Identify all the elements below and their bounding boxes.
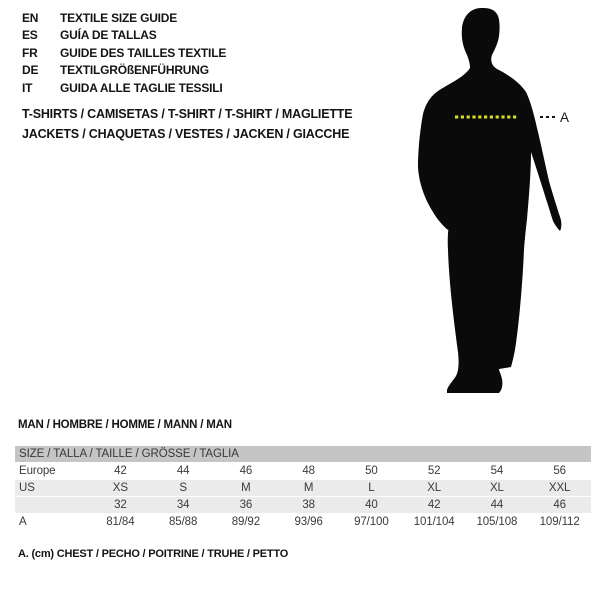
table-cell: 105/108 [476,516,518,528]
table-cell: 46 [239,465,253,477]
table-cell: XL [427,482,442,494]
language-row [22,45,226,62]
table-cell: XXL [548,482,571,494]
size-table [15,446,591,531]
table-cell: 97/100 [354,516,389,528]
size-table-header: SIZE / TALLA / TAILLE / GRÖSSE / TAGLIA [15,446,591,462]
table-cell: 40 [365,499,378,511]
row-label: Europe [19,465,56,477]
table-cell: 52 [427,465,441,477]
table-cell: 36 [239,499,253,511]
table-row-us-numeric [15,497,591,513]
table-cell: M [303,482,314,494]
language-label: GUIDE DES TAILLES TEXTILE [60,45,227,60]
table-cell: S [179,482,187,494]
table-cell: 34 [176,499,190,511]
language-label: TEXTILGRÖßENFÜHRUNG [60,63,209,78]
language-row [22,62,226,79]
category-line-jackets: JACKETS / CHAQUETAS / VESTES / JACKEN / GIACCHE [22,126,350,141]
table-cell: 32 [114,499,127,511]
row-label: A [19,516,27,528]
table-cell: XS [112,482,128,494]
table-cell: 101/104 [413,516,455,528]
table-cell: XL [489,482,504,494]
language-code: IT [22,80,33,95]
gender-title: MAN / HOMBRE / HOMME / MANN / MAN [18,419,232,431]
measurement-footnote: A. (cm) CHEST / PECHO / POITRINE / TRUHE / PETTO [18,548,289,560]
table-cell: 50 [365,465,378,477]
language-row [22,10,226,27]
table-cell: 48 [302,465,315,477]
table-cell: 85/88 [168,516,198,528]
language-code: FR [22,45,38,60]
table-cell: 46 [553,499,566,511]
table-cell: 44 [176,465,190,477]
language-code: DE [22,63,39,78]
language-row [22,27,226,44]
language-code: ES [22,28,38,43]
table-cell: L [368,482,375,494]
table-cell: 44 [490,499,504,511]
measure-label-a: A [560,110,570,125]
language-list [22,10,226,97]
row-label [15,497,89,513]
table-row-us [15,480,591,496]
man-silhouette [418,8,561,393]
table-cell: 89/92 [231,516,261,528]
table-cell: 109/112 [539,516,580,528]
table-cell: 81/84 [106,516,135,528]
language-label: TEXTILE SIZE GUIDE [60,11,178,25]
table-cell: M [241,482,251,494]
table-cell: 42 [427,499,441,511]
category-list [22,105,352,144]
language-row [22,80,226,97]
category-line-tshirts: T-SHIRTS / CAMISETAS / T-SHIRT / T-SHIRT / MAGLIETTE [22,107,353,121]
table-row-europe [15,463,591,479]
language-label: GUIDA ALLE TAGLIE TESSILI [60,80,223,95]
table-cell: 38 [302,499,315,511]
man-silhouette-figure [390,0,600,400]
language-label: GUÍA DE TALLAS [60,28,157,43]
table-cell: 42 [114,465,127,477]
row-label: US [19,482,35,494]
table-cell: 93/96 [294,516,323,528]
language-code: EN [22,11,39,25]
table-cell: 56 [553,465,566,477]
table-cell: 54 [490,465,504,477]
table-row-chest-cm [15,514,591,530]
